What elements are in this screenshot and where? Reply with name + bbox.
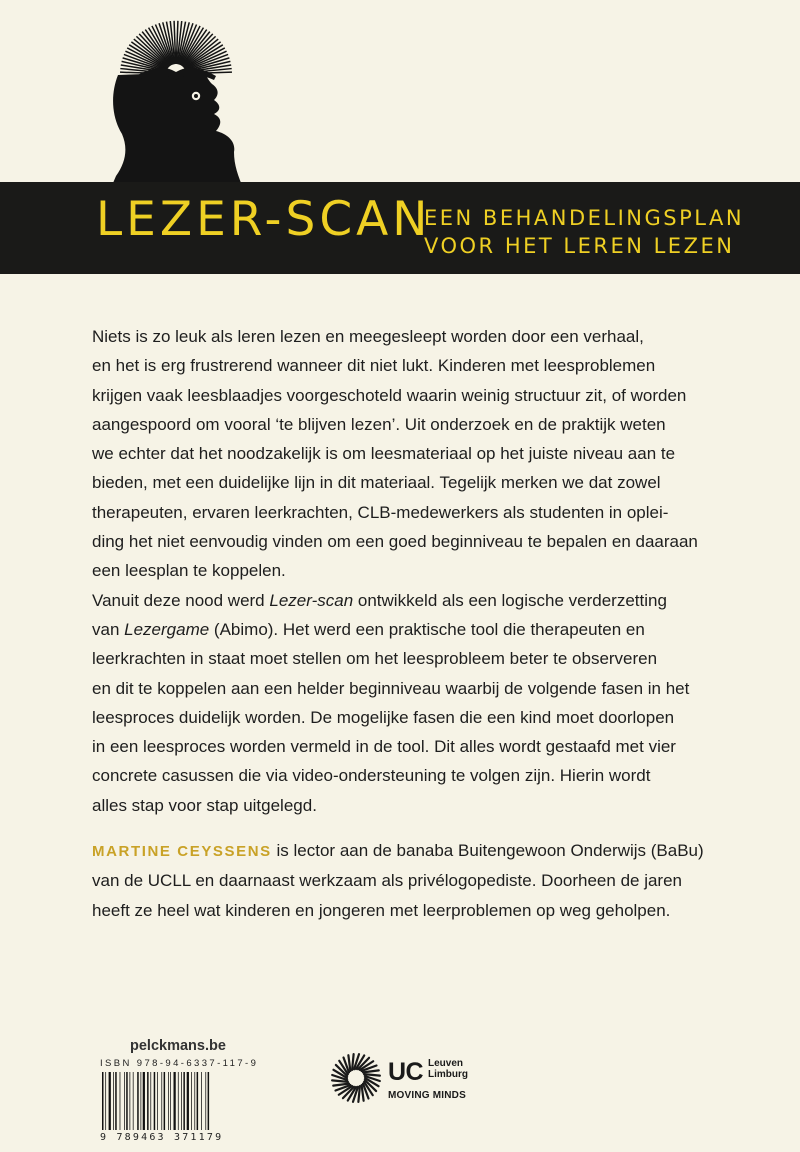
italic-title: Lezer-scan xyxy=(269,590,354,610)
barcode-bar xyxy=(150,1072,151,1130)
author-bio xyxy=(92,836,704,925)
barcode-bar xyxy=(154,1072,156,1130)
text-line: ding het niet eenvoudig vinden om een goed beginniveau te bepalen en daaraan xyxy=(92,532,698,552)
blurb xyxy=(92,322,704,925)
barcode-bar xyxy=(115,1072,117,1130)
text-line: MARTINE CEYSSENS is lector aan de banaba Buitengewoon Onderwijs (BaBu) xyxy=(92,841,704,861)
intro-paragraph xyxy=(92,322,704,586)
barcode-bar xyxy=(201,1072,202,1130)
text-line: heeft ze heel wat kinderen en jongeren met leerproblemen op weg geholpen. xyxy=(92,900,671,920)
sunburst-logo-icon xyxy=(330,1052,382,1104)
text-line: krijgen vaak leesblaadjes voorgeschoteld waarin weinig structuur zit, of worden xyxy=(92,385,687,405)
barcode-bar xyxy=(187,1072,189,1130)
barcode-bar xyxy=(161,1072,162,1130)
barcode-bar xyxy=(126,1072,128,1130)
barcode-bar xyxy=(141,1072,142,1130)
text-line: leerkrachten in staat moet stellen om het leesprobleem beter te observeren xyxy=(92,649,658,669)
barcode-bar xyxy=(208,1072,210,1130)
book-subtitle xyxy=(424,204,744,260)
barcode-bar xyxy=(147,1072,149,1130)
barcode-bar xyxy=(183,1072,185,1130)
barcode-bar xyxy=(120,1072,121,1130)
text-line: een leesplan te koppelen. xyxy=(92,561,286,581)
reading-head-illustration xyxy=(0,0,800,190)
logo-uc: UC xyxy=(388,1058,424,1086)
barcode-bar xyxy=(174,1072,176,1130)
tool-paragraph xyxy=(92,586,704,820)
barcode-bar xyxy=(194,1072,195,1130)
text-line: concrete casussen die via video-ondersteuning te volgen zijn. Hierin wordt xyxy=(92,766,651,786)
text-line: leesproces duidelijk worden. De mogelijke fasen die een kind moet doorlopen xyxy=(92,707,675,727)
text-line: van Lezergame (Abimo). Het werd een praktische tool die therapeuten en xyxy=(92,619,645,639)
barcode-bar xyxy=(143,1072,145,1130)
publisher-website[interactable]: pelckmans.be xyxy=(130,1038,226,1054)
text-line: in een leesproces worden vermeld in de tool. Dit alles wordt gestaafd met vier xyxy=(92,737,676,757)
sunburst-ray xyxy=(358,1086,360,1102)
text-line: aangespoord om vooral ‘te blijven lezen’. Uit onderzoek en de praktijk weten xyxy=(92,414,666,434)
barcode-bar xyxy=(109,1072,111,1130)
barcode-bar xyxy=(205,1072,206,1130)
barcode-bar xyxy=(113,1072,114,1130)
barcode-icon xyxy=(100,1072,228,1130)
logo-location xyxy=(428,1058,468,1080)
barcode-bar xyxy=(164,1072,166,1130)
barcode-bar xyxy=(170,1072,171,1130)
text-line: Vanuit deze nood werd Lezer-scan ontwikkeld als een logische verderzetting xyxy=(92,590,667,610)
barcode-bar xyxy=(157,1072,158,1130)
barcode-bar xyxy=(191,1072,192,1130)
subtitle-line-2: VOOR HET LEREN LEZEN xyxy=(424,234,735,258)
italic-title: Lezergame xyxy=(124,619,210,639)
isbn-label: ISBN 978-94-6337-117-9 xyxy=(100,1058,259,1069)
logo-limburg: Limburg xyxy=(428,1069,468,1080)
text-line: we echter dat het noodzakelijk is om leesmateriaal op het juiste niveau aan te xyxy=(92,444,676,464)
logo-tagline: MOVING MINDS xyxy=(388,1090,466,1101)
pupil-icon xyxy=(194,94,198,98)
text-line: bieden, met een duidelijke lijn in dit materiaal. Tegelijk merken we dat zowel xyxy=(92,473,661,493)
book-title: LEZER-SCAN xyxy=(96,192,432,247)
text-line: en het is erg frustrerend wanneer dit niet lukt. Kinderen met leesproblemen xyxy=(92,356,656,376)
text-line: van de UCLL en daarnaast werkzaam als privélogopediste. Doorheen de jaren xyxy=(92,871,683,891)
ucll-logo xyxy=(330,1052,480,1108)
barcode-bar xyxy=(178,1072,179,1130)
barcode-bar xyxy=(133,1072,134,1130)
logo-leuven: Leuven xyxy=(428,1058,464,1069)
author-name: MARTINE CEYSSENS xyxy=(92,843,272,861)
book-rays-icon xyxy=(120,21,232,74)
text-line: alles stap voor stap uitgelegd. xyxy=(92,795,317,815)
barcode-bar xyxy=(168,1072,169,1130)
barcode-digits: 9 789463 371179 xyxy=(100,1132,224,1143)
barcode-bar xyxy=(105,1072,106,1130)
barcode-bar xyxy=(130,1072,131,1130)
sunburst-ray xyxy=(364,1074,380,1076)
text-line: Niets is zo leuk als leren lezen en meegesleept worden door een verhaal, xyxy=(92,327,644,346)
barcode-bar xyxy=(197,1072,199,1130)
subtitle-line-1: EEN BEHANDELINGSPLAN xyxy=(424,206,745,230)
barcode-bar xyxy=(181,1072,182,1130)
barcode-bar xyxy=(102,1072,104,1130)
barcode-bar xyxy=(124,1072,125,1130)
sunburst-ray xyxy=(332,1080,348,1082)
barcode-bar xyxy=(137,1072,139,1130)
text-line: therapeuten, ervaren leerkrachten, CLB-medewerkers als studenten in oplei- xyxy=(92,502,669,522)
text-line: en dit te koppelen aan een helder beginniveau waarbij de volgende fasen in het xyxy=(92,678,690,698)
isbn-barcode xyxy=(100,1058,259,1143)
sunburst-ray xyxy=(352,1054,354,1070)
head-silhouette xyxy=(110,72,244,190)
